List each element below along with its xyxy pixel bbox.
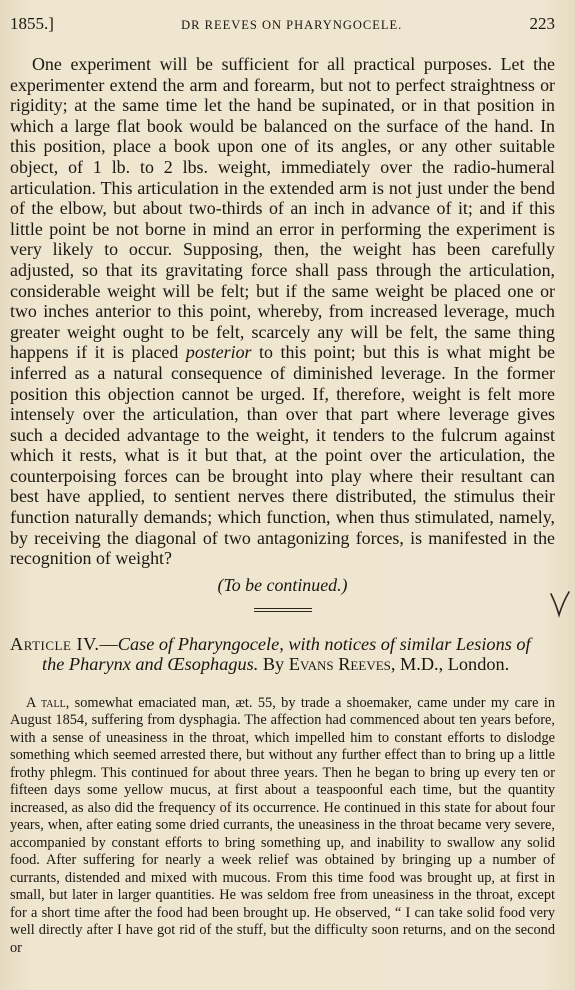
pencil-check-mark-icon — [549, 590, 571, 620]
emphasis-posterior: posterior — [185, 342, 252, 363]
section-rule — [254, 608, 312, 612]
page-number: 223 — [529, 14, 555, 33]
running-head-year: 1855.] — [10, 14, 54, 33]
to-be-continued: (To be continued.) — [217, 574, 348, 595]
experiment-paragraph — [10, 54, 555, 569]
case-paragraph — [10, 695, 555, 958]
article-by: By — [258, 654, 289, 675]
running-head-title: DR REEVES ON PHARYNGOCELE. — [181, 18, 403, 32]
experiment-text-end: to this point; but this is what might be inferred as a natural consequence of diminished leverage. In the former position this objection cannot be urged. If, therefore, weight is felt more intensely over the articulation, than over that part where leverage gives such a decided advantage to the weight, it tenders to the fulcrum against which it rests, what is it but that, at the point over the articulation, the counterpoising forces can be brought into play where their resultant can best have applied, to sentient nerves there distributed, the stimulus their function naturally demands; which function, when thus stimulated, namely, by receiving the diagonal of two antagonizing forces, is manifested in the recognition of weight? — [10, 342, 555, 569]
article-dash: — — [99, 633, 118, 654]
article-author-suffix: , M.D., London. — [390, 654, 510, 675]
article-title: Case of Pharyngocele, with notices of similar Lesions of the Pharynx and Œsophagus. — [42, 633, 531, 675]
running-head — [10, 14, 555, 35]
article-label: Article IV. — [10, 633, 100, 654]
case-lead-words: A tall, — [26, 694, 70, 711]
experiment-text: One experiment will be sufficient for all practical purposes. Let the experimenter extend the arm and forearm, but not to perfect straightness or rigidity; at the same time let the hand be supinated, or in that position in which a large flat book would be balanced on the surface of the hand. In this position, place a book upon one of its angles, or any other suitable object, of 1 lb. to 2 lbs. weight, immediately over the radio-humeral articulation. This articulation in the extended arm is not just under the bend of the elbow, but about two-thirds of an inch in advance of it; and if this little point be not borne in mind an error in performing the experiment is very likely to occur. Supposing, then, the weight has been carefully adjusted, so that its gravitating force shall pass through the articulation, considerable weight will be felt; but if the same weight be placed one or two inches anterior to this point, whereby, from increased leverage, much greater weight ought to be felt, scarcely any will be felt, the same thing happens if it is placed — [10, 54, 555, 363]
case-text: somewhat emaciated man, æt. 55, by trade a shoemaker, came under my care in August 1854, suffering from dysphagia. The affection had commenced about ten years before, with a sense of uneasiness in the throat, which impelled him to constant efforts to dislodge something which seemed arrested there, but without any further effect than to bring up a little frothy phlegm. This continued for about three years. Then he began to bring up every ten or fifteen days some yellow mucus, at first about a teaspoonful each time, but the quantity increased, as also did the frequency of its occurrence. He continued in this state for about four years, when, after eating some dried currants, the uneasiness in the throat became very severe, accompanied by constant efforts to bring something up, and inability to swallow any solid food. After suffering for nearly a week relief was obtained by bringing up a number of currants, distended and mixed with mucous. From this time food was brought up, at first in small, but later in larger quantities. He was seldom free from uneasiness in the throat, except for a short time after the food had been brought up. He observed, “ I can take solid food very well directly after I have got rid of the stuff, but the difficulty soon returns, and on the second or — [10, 694, 555, 956]
article-heading — [10, 634, 555, 675]
article-author: Evans Reeves — [288, 654, 391, 675]
